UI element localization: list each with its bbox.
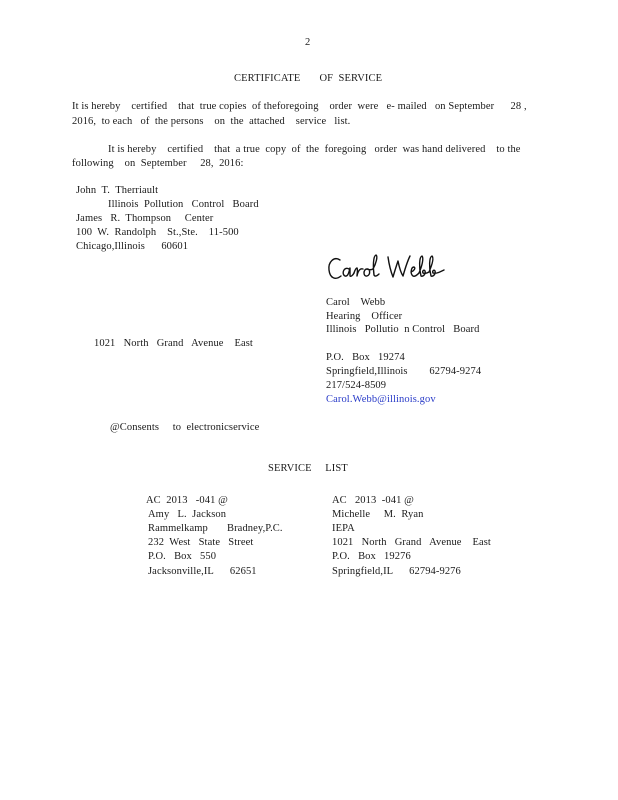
right-city: Springfield,IL 62794-9276 — [332, 566, 461, 577]
paragraph-1-line-1: It is hereby certified that true copies of theforegoing order were e- mailed on September 28 , — [72, 101, 527, 112]
right-street: 1021 North Grand Avenue East — [332, 537, 491, 548]
signer-org: Illinois Pollutio n Control Board — [326, 324, 480, 335]
recipient-street: 100 W. Randolph St.,Ste. 11-500 — [76, 227, 239, 238]
document-title: CERTIFICATE OF SERVICE — [234, 73, 383, 84]
left-city: Jacksonville,IL 62651 — [148, 566, 257, 577]
signer-city: Springfield,Illinois 62794-9274 — [326, 366, 482, 377]
recipient-building: James R. Thompson Center — [76, 213, 214, 224]
service-list-title: SERVICE LIST — [268, 463, 348, 474]
right-case-number: AC 2013 -041 @ — [332, 495, 414, 506]
recipient-name: John T. Therriault — [76, 185, 159, 196]
signer-po-box: P.O. Box 19274 — [326, 352, 405, 363]
right-org: IEPA — [332, 523, 355, 534]
recipient-city: Chicago,Illinois 60601 — [76, 241, 189, 252]
signer-name: Carol Webb — [326, 297, 386, 308]
left-firm: Rammelkamp Bradney,P.C. — [148, 523, 283, 534]
left-po-box: P.O. Box 550 — [148, 551, 217, 562]
signer-title: Hearing Officer — [326, 311, 403, 322]
paragraph-2-line-1: It is hereby certified that a true copy of the foregoing order was hand delivered to the — [108, 144, 521, 155]
left-case-number: AC 2013 -041 @ — [146, 495, 228, 506]
right-po-box: P.O. Box 19276 — [332, 551, 411, 562]
handwritten-signature — [326, 252, 452, 286]
signer-email-link[interactable]: Carol.Webb@illinois.gov — [326, 394, 436, 405]
right-contact-name: Michelle M. Ryan — [332, 509, 424, 520]
consent-note: @Consents to electronicservice — [110, 422, 260, 433]
page-number: 2 — [305, 37, 311, 48]
left-contact-name: Amy L. Jackson — [148, 509, 227, 520]
left-street: 232 West State Street — [148, 537, 254, 548]
recipient-org: Illinois Pollution Control Board — [108, 199, 259, 210]
signer-phone: 217/524-8509 — [326, 380, 387, 391]
paragraph-1-line-2: 2016, to each of the persons on the attached service list. — [72, 116, 351, 127]
paragraph-2-line-2: following on September 28, 2016: — [72, 158, 244, 169]
left-street-address: 1021 North Grand Avenue East — [94, 338, 253, 349]
